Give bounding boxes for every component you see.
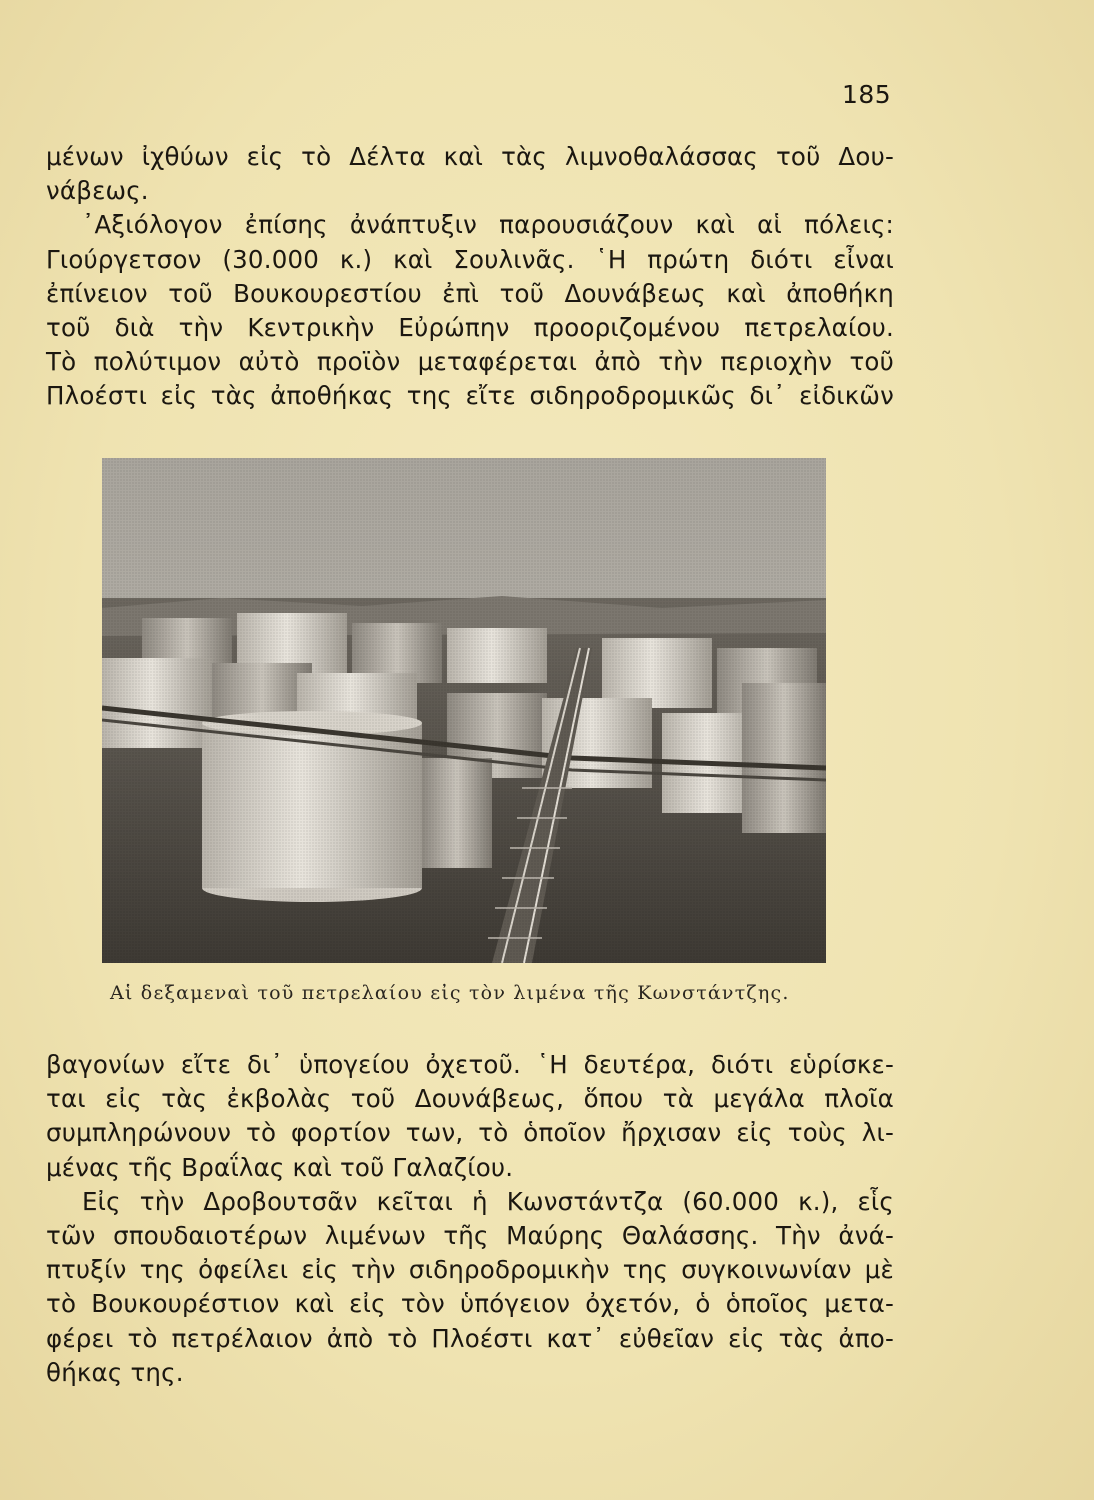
text-line: Γιούργετσον (30.000 κ.) καὶ Σουλινᾶς. ῾Η πρώτη διότι εἶναι — [46, 244, 894, 274]
text-line: μένων ἰχθύων εἰς τὸ Δέλτα καὶ τὰς λιμνοθαλάσσας τοῦ Δου- — [46, 142, 894, 171]
text-line: θήκας της. — [46, 1357, 184, 1387]
paragraph-top — [46, 140, 894, 414]
text-line: ἐπίνειον τοῦ Βουκουρεστίου ἐπὶ τοῦ Δουνάβεως καὶ ἀποθήκη — [46, 278, 894, 308]
text-line: φέρει τὸ πετρέλαιον ἀπὸ τὸ Πλοέστι κατ᾽ εὐθεῖαν εἰς τὰς ἀπο- — [46, 1323, 894, 1353]
text-line: πτυξίν της ὀφείλει εἰς τὴν σιδηροδρομικὴν της συγκοινωνίαν μὲ — [46, 1255, 894, 1285]
oil-tanks-photo — [102, 458, 826, 963]
text-line: Πλοέστι εἰς τὰς ἀποθήκας της εἴτε σιδηροδρομικῶς δι᾽ εἰδικῶν — [46, 381, 894, 411]
page-number: 185 — [842, 80, 892, 109]
text-line: ᾽Αξιόλογον ἐπίσης ἀνάπτυξιν παρουσιάζουν καὶ αἱ πόλεις: — [82, 210, 894, 240]
text-line: νάβεως. — [46, 176, 149, 206]
text-line: ται εἰς τὰς ἐκβολὰς τοῦ Δουνάβεως, ὅπου τὰ μεγάλα πλοῖα — [46, 1084, 894, 1114]
oil-tanks-illustration — [102, 458, 826, 963]
text-line: βαγονίων εἴτε δι᾽ ὑπογείου ὀχετοῦ. ῾Η δευτέρα, διότι εὑρίσκε- — [46, 1050, 894, 1079]
paragraph-bottom — [46, 1048, 894, 1390]
text-line: Τὸ πολύτιμον αὐτὸ προϊὸν μεταφέρεται ἀπὸ τὴν περιοχὴν τοῦ — [46, 347, 894, 377]
text-line: τοῦ διὰ τὴν Κεντρικὴν Εὐρώπην προοριζομένου πετρελαίου. — [46, 313, 894, 343]
text-line: Εἰς τὴν Δροβουτσᾶν κεῖται ἡ Κωνστάντζα (60.000 κ.), εἷς — [82, 1186, 894, 1216]
text-line: τῶν σπουδαιοτέρων λιμένων τῆς Μαύρης Θαλάσσης. Τὴν ἀνά- — [46, 1221, 894, 1251]
photo-caption: Αἱ δεξαμεναὶ τοῦ πετρελαίου εἰς τὸν λιμένα τῆς Κωνστάντζης. — [110, 982, 790, 1004]
text-line: τὸ Βουκουρέστιον καὶ εἰς τὸν ὑπόγειον ὀχετόν, ὁ ὁποῖος μετα- — [46, 1289, 894, 1319]
text-line: συμπληρώνουν τὸ φορτίον των, τὸ ὁποῖον ἤρχισαν εἰς τοὺς λι- — [46, 1118, 894, 1148]
text-line: μένας τῆς Βραΐλας καὶ τοῦ Γαλαζίου. — [46, 1152, 514, 1182]
